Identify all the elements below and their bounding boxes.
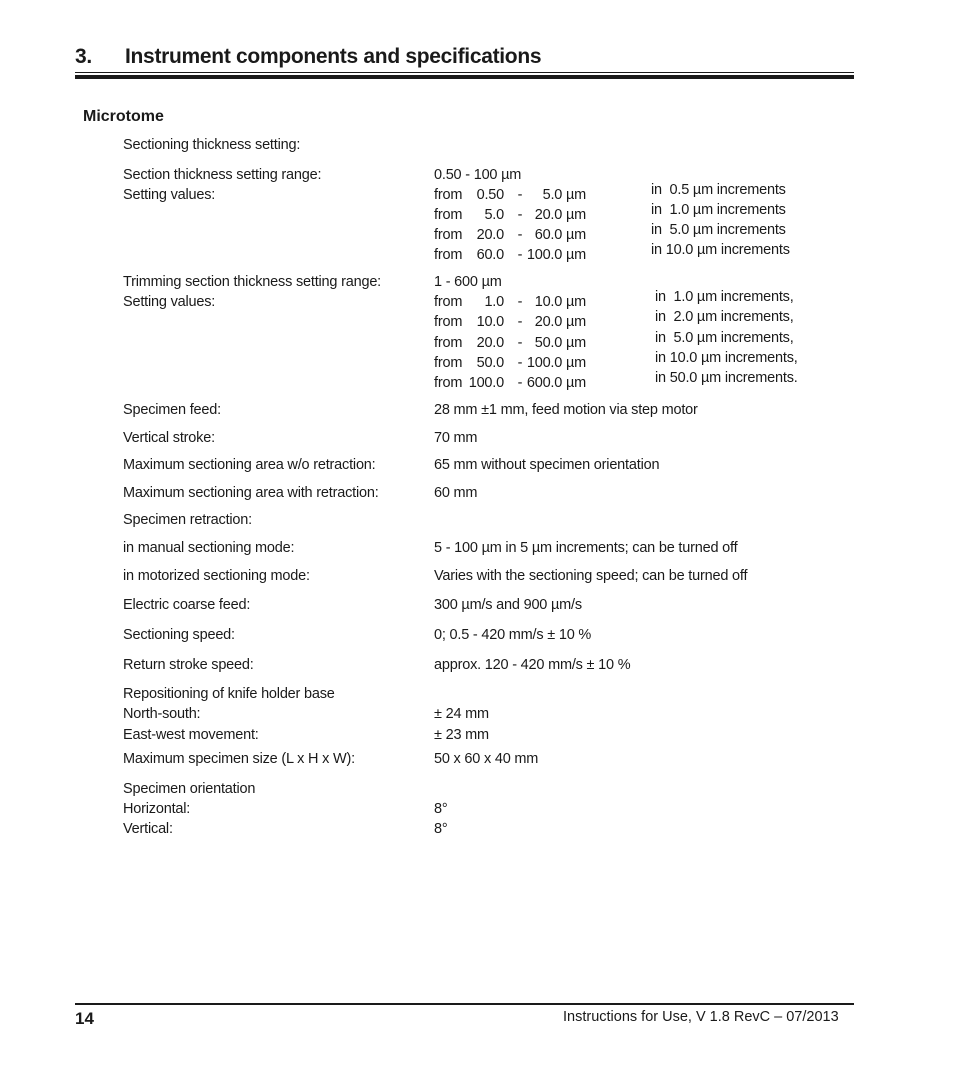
range-dash: - [517, 294, 523, 310]
range-dash: - [517, 314, 523, 331]
coarse-feed-label: Electric coarse feed: [123, 597, 251, 613]
range-dash: - [517, 207, 523, 223]
range-start-value: 10.0 [476, 314, 504, 331]
vertical-label: Vertical: [123, 821, 173, 837]
range-end-value: 100.0 µm [526, 354, 586, 371]
range-from-label: from [434, 375, 463, 391]
range-end-value: 60.0 µm [534, 227, 586, 243]
return-speed-value: approx. 120 - 420 mm/s ± 10 % [434, 657, 631, 673]
manual-mode-value: 5 - 100 µm in 5 µm increments; can be turned off [434, 540, 738, 556]
return-speed-label: Return stroke speed: [123, 657, 254, 673]
range-from-label: from [434, 247, 463, 263]
range-start-value: 20.0 [476, 334, 504, 351]
chapter-title: Instrument components and specifications [125, 45, 542, 68]
vertical-value: 8° [434, 821, 448, 837]
range-from-label: from [434, 207, 463, 223]
max-specimen-label: Maximum specimen size (L x H x W): [123, 751, 355, 767]
range-increment: in 1.0 µm increments, [655, 289, 794, 305]
motorized-mode-label: in motorized sectioning mode: [123, 568, 310, 584]
trim-range-label: Trimming section thickness setting range: [123, 274, 382, 290]
specimen-feed-value: 28 mm ±1 mm, feed motion via step motor [434, 402, 698, 418]
range-increment: in 10.0 µm increments, [655, 349, 798, 366]
horizontal-label: Horizontal: [123, 801, 191, 817]
orientation-label: Specimen orientation [123, 781, 256, 797]
page-number: 14 [75, 1009, 94, 1028]
range-start-value: 20.0 [476, 227, 504, 243]
range-start-value: 0.50 [476, 187, 504, 203]
range-increment: in 5.0 µm increments [651, 222, 786, 238]
section-title: Microtome [83, 108, 164, 125]
sectioning-thickness-label: Sectioning thickness setting: [123, 137, 301, 153]
setting-values-label: Setting values: [123, 187, 216, 203]
range-start-value: 50.0 [476, 354, 504, 371]
range-increment: in 10.0 µm increments [651, 242, 790, 258]
range-end-value: 20.0 µm [534, 314, 586, 331]
manual-mode-label: in manual sectioning mode: [123, 540, 295, 556]
range-dash: - [517, 375, 523, 391]
range-dash: - [517, 247, 523, 263]
north-south-value: ± 24 mm [434, 706, 489, 722]
range-end-value: 5.0 µm [542, 187, 586, 203]
range-increment: in 5.0 µm increments, [655, 329, 794, 346]
max-area-with-label: Maximum sectioning area with retraction: [123, 485, 379, 501]
range-end-value: 20.0 µm [534, 207, 586, 223]
east-west-label: East-west movement: [123, 727, 259, 743]
range-dash: - [517, 354, 523, 371]
coarse-feed-value: 300 µm/s and 900 µm/s [434, 597, 582, 613]
range-from-label: from [434, 314, 463, 331]
max-area-wo-value: 65 mm without specimen orientation [434, 457, 660, 473]
chapter-number: 3. [75, 45, 92, 68]
max-area-wo-label: Maximum sectioning area w/o retraction: [123, 457, 376, 473]
max-specimen-value: 50 x 60 x 40 mm [434, 751, 539, 767]
range-from-label: from [434, 187, 463, 203]
range-end-value: 50.0 µm [534, 334, 586, 351]
repositioning-label: Repositioning of knife holder base [123, 686, 335, 702]
range-start-value: 5.0 [484, 207, 504, 223]
east-west-value: ± 23 mm [434, 727, 489, 743]
range-start-value: 100.0 [468, 375, 504, 391]
header-rule-thin [75, 72, 854, 73]
range-start-value: 1.0 [484, 294, 504, 310]
footer-rule [75, 1003, 854, 1005]
range-start-value: 60.0 [476, 247, 504, 263]
range-increment: in 0.5 µm increments [651, 182, 786, 198]
vertical-stroke-label: Vertical stroke: [123, 430, 215, 446]
range-from-label: from [434, 334, 463, 351]
range-increment: in 50.0 µm increments. [655, 370, 798, 386]
vertical-stroke-value: 70 mm [434, 430, 478, 446]
sectioning-speed-label: Sectioning speed: [123, 627, 235, 643]
header-rule-thick [75, 75, 854, 79]
max-area-with-value: 60 mm [434, 485, 478, 501]
specimen-feed-label: Specimen feed: [123, 402, 221, 418]
section-range-label: Section thickness setting range: [123, 167, 322, 183]
range-end-value: 600.0 µm [526, 375, 586, 391]
range-end-value: 100.0 µm [526, 247, 586, 263]
trim-range-value: 1 - 600 µm [434, 274, 502, 290]
range-increment: in 1.0 µm increments [651, 202, 786, 218]
north-south-label: North-south: [123, 706, 201, 722]
range-dash: - [517, 187, 523, 203]
range-increment: in 2.0 µm increments, [655, 309, 794, 326]
range-from-label: from [434, 227, 463, 243]
setting-values-label: Setting values: [123, 294, 216, 310]
range-from-label: from [434, 294, 463, 310]
horizontal-value: 8° [434, 801, 448, 817]
range-dash: - [517, 227, 523, 243]
motorized-mode-value: Varies with the sectioning speed; can be turned off [434, 568, 748, 584]
specimen-retraction-label: Specimen retraction: [123, 512, 252, 528]
document-info: Instructions for Use, V 1.8 RevC – 07/2013 [563, 1009, 839, 1025]
section-range-value: 0.50 - 100 µm [434, 167, 522, 183]
range-from-label: from [434, 354, 463, 371]
range-dash: - [517, 334, 523, 351]
range-end-value: 10.0 µm [534, 294, 586, 310]
sectioning-speed-value: 0; 0.5 - 420 mm/s ± 10 % [434, 627, 592, 643]
